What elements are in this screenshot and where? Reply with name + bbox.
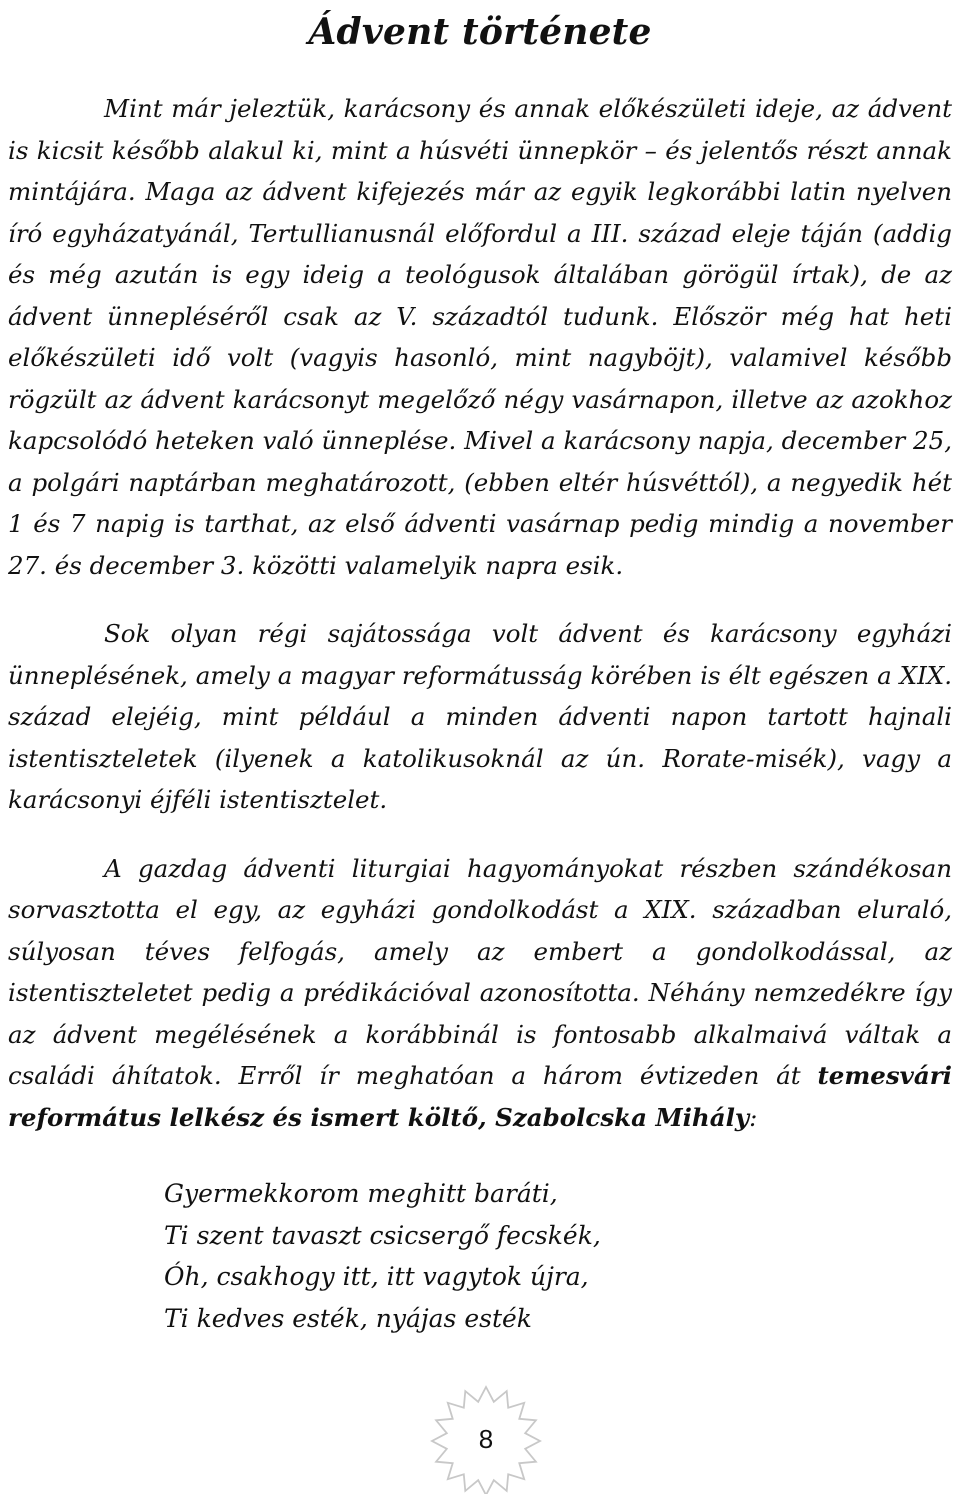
- paragraph-3-tail: :: [749, 1102, 758, 1132]
- poem-line: Óh, csakhogy itt, itt vagytok újra,: [164, 1262, 589, 1291]
- poem-line: Gyermekkorom meghitt baráti,: [164, 1179, 558, 1208]
- paragraph-1: Mint már jeleztük, karácsony és annak előkészületi ideje, az ádvent is kicsit később alakul ki, mint a húsvéti ünnepkör – és jelentős részt annak mintájára. Maga az ádvent kifejezés már az egyik legkorábbi latin nyelven író egyházatyánál, Tertullianusnál előfordul a III. század eleje táján (addig és még azután is egy ideig a teológusok általában görögül írtak), de az ádvent ünnepléséről csak az V. századtól tudunk. Először még hat heti előkészületi idő volt (vagyis hasonló, mint nagyböjt), valamivel később rögzült az ádvent karácsonyt megelőző négy vasárnapon, illetve az azokhoz kapcsolódó heteken való ünneplése. Mivel a karácsony napja, december 25, a polgári naptárban meghatározott, (ebben eltér húsvéttól), a negyedik hét 1 és 7 napig is tarthat, az első ádventi vasárnap pedig mindig a november 27. és december 3. közötti valamelyik napra esik.: [8, 94, 952, 580]
- author-reference: temesvári református lelkész és ismert költő, Szabolcska Mihály: [8, 1061, 952, 1132]
- poem-line: Ti kedves esték, nyájas esték: [164, 1303, 532, 1333]
- paragraph-2: Sok olyan régi sajátossága volt ádvent és karácsony egyházi ünneplésének, amely a magyar reformátusság körében is élt egészen a XIX. század elejéig, mint például a minden ádventi napon tartott hajnali istentiszteletek (ilyenek a katolikusoknál az ún. Rorate-misék), vagy a karácsonyi éjféli istentisztelet.: [8, 619, 952, 814]
- page-number: 8: [478, 1424, 494, 1454]
- poem-line: Ti szent tavaszt csicsergő fecskék,: [164, 1220, 601, 1250]
- paragraph-3-text: A gazdag ádventi liturgiai hagyományokat részben szándékosan sorvasztotta el egy, az egyházi gondolkodást a XIX. században eluraló, súlyosan téves felfogás, amely az embert a gondolkodással, az istentiszteletet pedig a prédikációval azonosította. Néhány nemzedékre így az ádvent megélésének a korábbinál is fontosabb alkalmaivá váltak a családi áhítatok. Erről ír meghatóan a három évtizeden át: [8, 853, 952, 1090]
- page-title: Ádvent története: [308, 11, 652, 53]
- poem-excerpt: [164, 1173, 952, 1339]
- page-number-block: [411, 1384, 561, 1494]
- paragraph-3: [8, 848, 952, 1139]
